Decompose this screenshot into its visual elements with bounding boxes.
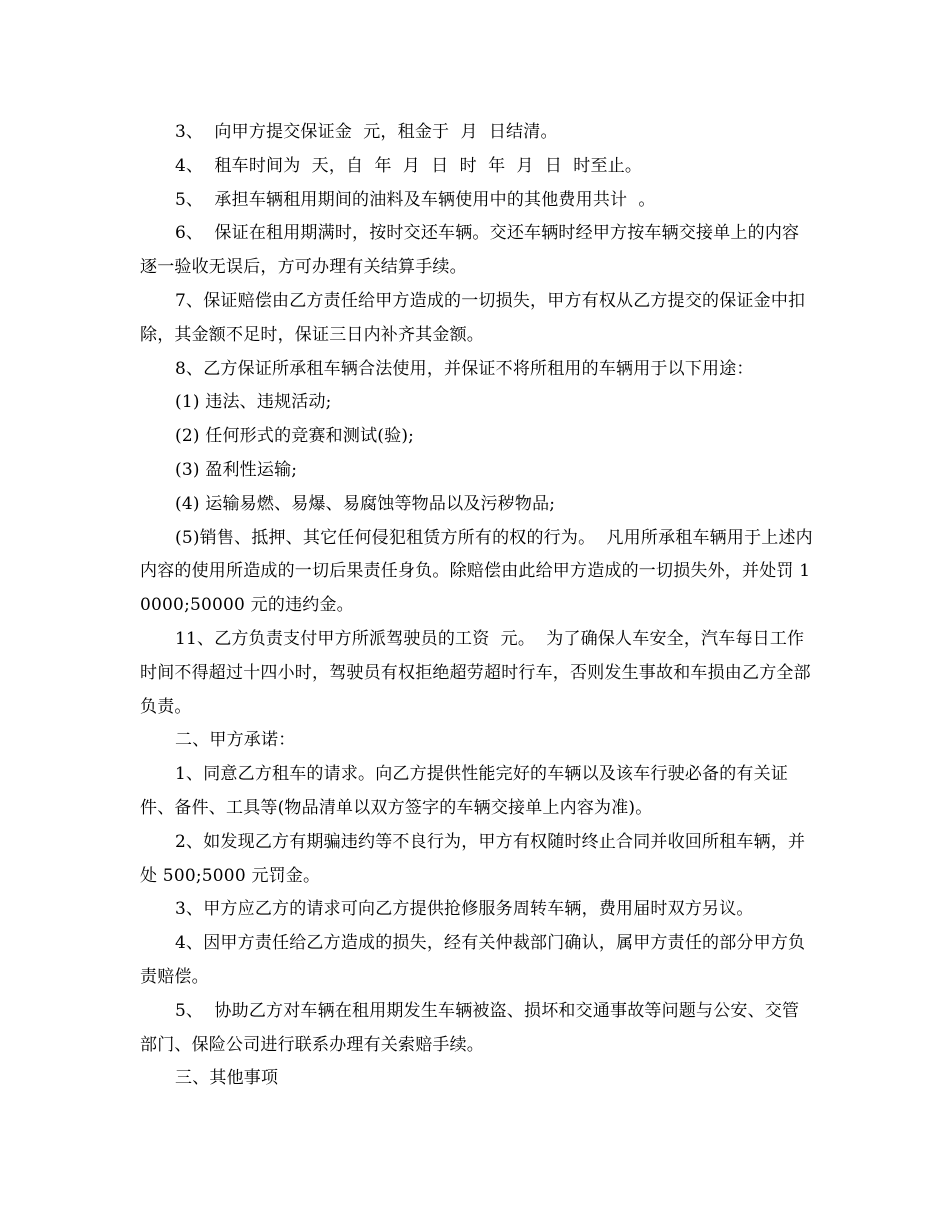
party-a-clause-3: 3、甲方应乙方的请求可向乙方提供抢修服务周转车辆，费用届时双方另议。 xyxy=(175,899,754,920)
party-a-clause-2: 2、如发现乙方有期骗违约等不良行为，甲方有权随时终止合同并收回所租车辆，并处 500;5000 元罚金。 xyxy=(140,831,806,886)
section-heading-party-a: 二、甲方承诺： xyxy=(175,730,296,751)
clause-deposit-payment: 3、 向甲方提交保证金 元，租金于 月 日结清。 xyxy=(175,122,558,142)
clause-compensation: 7、保证赔偿由乙方责任给甲方造成的一切损失，甲方有权从乙方提交的保证金中扣除，其金额不足时，保证三日内补齐其金额。 xyxy=(140,290,806,345)
prohibited-use-item-4: (4) 运输易燃、易爆、易腐蚀等物品以及污秽物品; xyxy=(175,493,556,514)
clause-lawful-use: 8、乙方保证所承租车辆合法使用，并保证不将所租用的车辆用于以下用途： xyxy=(175,358,754,379)
document-body xyxy=(140,116,815,1096)
party-a-clause-5: 5、 协助乙方对车辆在租用期发生车辆被盗、损坏和交通事故等问题与公安、交管部门、保险公司进行联系办理有关索赔手续。 xyxy=(140,1000,800,1055)
clause-rental-period: 4、 租车时间为 天，自 年 月 日 时 年 月 日 时至止。 xyxy=(175,155,643,176)
party-a-clause-4: 4、因甲方责任给乙方造成的损失，经有关仲裁部门确认，属甲方责任的部分甲方负责赔偿。 xyxy=(140,933,806,987)
clause-driver-wages: 11、乙方负责支付甲方所派驾驶员的工资 元。 为了确保人车安全，汽车每日工作时间不得超过十四小时，驾驶员有权拒绝超劳超时行车，否则发生事故和车损由乙方全部负责。 xyxy=(140,628,811,717)
prohibited-use-item-3: (3) 盈利性运输; xyxy=(175,459,298,480)
party-a-clause-1: 1、同意乙方租车的请求。向乙方提供性能完好的车辆以及该车行驶必备的有关证件、备件、工具等(物品清单以双方签字的车辆交接单上内容为准)。 xyxy=(140,764,789,818)
clause-return-vehicle: 6、 保证在租用期满时，按时交还车辆。交还车辆时经甲方按车辆交接单上的内容逐一验收无误后，方可办理有关结算手续。 xyxy=(140,223,800,278)
prohibited-use-item-1: (1) 违法、违规活动; xyxy=(175,392,332,413)
section-heading-other-matters: 三、其他事项 xyxy=(175,1068,279,1089)
clause-fuel-costs: 5、 承担车辆租用期间的油料及车辆使用中的其他费用共计 。 xyxy=(175,189,656,210)
prohibited-use-item-5: (5)销售、抵押、其它任何侵犯租赁方所有的权的行为。 凡用所承租车辆用于上述内内容的使用所造成的一切后果责任身负。除赔偿由此给甲方造成的一切损失外，并处罚 10000;50000 元的违约金。 xyxy=(140,527,813,616)
prohibited-use-item-2: (2) 任何形式的竞赛和测试(验); xyxy=(175,426,415,447)
